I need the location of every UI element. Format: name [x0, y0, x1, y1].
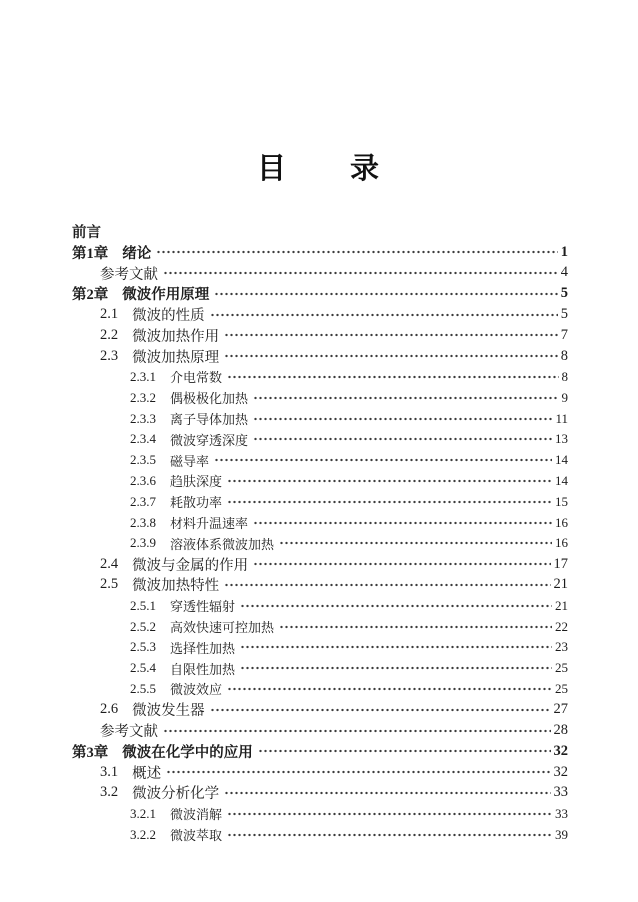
- toc-entry-page-number: 8: [560, 347, 568, 364]
- toc-entry-title: 微波作用原理: [122, 287, 210, 304]
- dot-leader: [224, 354, 558, 358]
- toc-entry-title: 微波加热作用: [132, 328, 220, 345]
- toc-entry-page-number: 5: [560, 285, 568, 302]
- toc-entry-page-number: 7: [560, 326, 568, 343]
- toc-entry-page-number: 16: [555, 514, 568, 530]
- toc-entry-page-number: 25: [555, 660, 568, 676]
- toc-entry-number: 3.2: [100, 784, 119, 801]
- dot-leader: [227, 375, 558, 379]
- toc-entry-title: 绪论: [122, 245, 152, 262]
- toc-entry-title: 参考文献: [100, 266, 158, 283]
- toc-entry-number: 2.3.8: [130, 514, 156, 530]
- dot-leader: [240, 604, 552, 608]
- toc-entry-number: 2.5: [100, 576, 119, 593]
- toc-entry: [72, 720, 568, 741]
- toc-entry-number: 2.3.2: [130, 389, 156, 405]
- dot-leader: [156, 250, 558, 254]
- toc-entry: [72, 803, 568, 824]
- dot-leader: [253, 396, 558, 400]
- toc-entry-title: 选择性加热: [170, 640, 236, 656]
- toc-entry-number: 2.4: [100, 555, 119, 572]
- toc-entry-title: 趋肤深度: [170, 474, 223, 490]
- toc-entry-page-number: 16: [555, 535, 568, 551]
- toc-entry-page-number: 15: [555, 493, 568, 509]
- toc-entry-title: 微波分析化学: [132, 786, 220, 803]
- dot-leader: [253, 437, 552, 441]
- toc-entry: [72, 491, 568, 512]
- toc-entry: [72, 429, 568, 450]
- dot-leader: [240, 666, 552, 670]
- toc-entry-number: 3.1: [100, 763, 119, 780]
- toc-entry-number: 2.3.5: [130, 452, 156, 468]
- toc-entry: [72, 554, 568, 575]
- toc-entry-number: 2.3.7: [130, 493, 156, 509]
- toc-entry-number: 2.6: [100, 701, 119, 718]
- toc-entry-number: 第3章: [72, 744, 109, 761]
- toc-entry: [72, 325, 568, 346]
- toc-entry-title: 溶液体系微波加热: [170, 536, 275, 552]
- toc-entry-title: 概述: [132, 765, 162, 782]
- toc-entry-page-number: 27: [553, 701, 568, 718]
- toc-entry: [72, 637, 568, 658]
- toc-entry-page-number: 21: [555, 597, 568, 613]
- toc-entry-title: 自限性加热: [170, 661, 236, 677]
- toc-entry: [72, 533, 568, 554]
- toc-entry-number: 第1章: [72, 245, 109, 262]
- dot-leader: [227, 833, 552, 837]
- toc-entry: [72, 242, 568, 263]
- toc-entry-page-number: 25: [555, 680, 568, 696]
- toc-entry-number: 2.3.4: [130, 431, 156, 447]
- toc-entry-number: 2.5.2: [130, 618, 156, 634]
- toc-entry: [72, 304, 568, 325]
- toc-entry-page-number: 4: [560, 264, 568, 281]
- toc-entry: [72, 783, 568, 804]
- toc-entry: [72, 512, 568, 533]
- dot-leader: [166, 770, 550, 774]
- toc-entry-page-number: 33: [555, 805, 568, 821]
- dot-leader: [227, 479, 552, 483]
- toc-entry-page-number: 32: [553, 763, 568, 780]
- toc-entry-number: 第2章: [72, 287, 109, 304]
- dot-leader: [163, 271, 558, 275]
- toc-entry-page-number: 5: [560, 306, 568, 323]
- toc-entry-number: 2.2: [100, 326, 119, 343]
- toc-entry-number: 2.1: [100, 306, 119, 323]
- toc-entry-page-number: 33: [553, 784, 568, 801]
- toc-entry: [72, 387, 568, 408]
- toc-entry-page-number: 1: [560, 243, 568, 260]
- toc-entry: [72, 575, 568, 596]
- dot-leader: [163, 729, 551, 733]
- toc-entry-number: 2.5.5: [130, 680, 156, 696]
- toc-entry-title: 微波萃取: [170, 828, 223, 843]
- toc-entry-page-number: 11: [555, 410, 568, 426]
- dot-leader: [224, 791, 550, 795]
- toc-entry-title: 磁导率: [170, 453, 210, 469]
- toc-entry-title: 参考文献: [100, 724, 158, 741]
- toc-entry-number: 2.3.1: [130, 368, 156, 384]
- toc-entry-title: 微波加热特性: [132, 578, 220, 595]
- dot-leader: [279, 541, 552, 545]
- toc-entry: [72, 679, 568, 700]
- toc-entry: [72, 408, 568, 429]
- page-title: 目 录: [256, 153, 381, 185]
- dot-leader: [258, 749, 551, 753]
- toc-entry-title: 穿透性辐射: [170, 599, 236, 615]
- toc-entry-page-number: 39: [555, 826, 568, 842]
- dot-leader: [253, 521, 552, 525]
- toc-entry-number: 3.2.2: [130, 826, 156, 842]
- toc-entry: [72, 367, 568, 388]
- toc-entry-number: 2.3: [100, 347, 119, 364]
- dot-leader: [224, 583, 550, 587]
- dot-leader: [227, 812, 552, 816]
- toc-entry-title: 介电常数: [170, 370, 223, 386]
- dot-leader: [227, 687, 552, 691]
- toc-entry-page-number: 14: [555, 452, 568, 468]
- toc-entry-number: 2.5.3: [130, 639, 156, 655]
- toc-entry-title: 偶极极化加热: [170, 391, 249, 407]
- toc-entry: [72, 658, 568, 679]
- toc-entry-page-number: 8: [561, 368, 568, 384]
- toc-entry: [72, 595, 568, 616]
- toc-entry-title: 微波的性质: [132, 308, 205, 325]
- toc-entry-title: 微波在化学中的应用: [122, 744, 253, 761]
- toc-entry: [72, 221, 568, 242]
- toc-entry-title: 微波与金属的作用: [132, 557, 249, 574]
- toc-entry: [72, 450, 568, 471]
- toc-entry: [72, 263, 568, 284]
- dot-leader: [253, 417, 552, 421]
- toc-entry-title: 微波加热原理: [132, 349, 220, 366]
- toc-entry-title: 前言: [72, 224, 101, 241]
- dot-leader: [210, 313, 558, 317]
- toc-entry-title: 微波发生器: [132, 703, 205, 720]
- toc-entry-number: 2.3.3: [130, 410, 156, 426]
- toc-entry-page-number: 22: [555, 618, 568, 634]
- dot-leader: [279, 625, 552, 629]
- toc-entry-number: 2.5.1: [130, 597, 156, 613]
- toc-entry: [72, 699, 568, 720]
- toc-entry-title: 材料升温速率: [170, 516, 249, 532]
- toc-entry: [72, 616, 568, 637]
- toc-entry-page-number: 23: [555, 639, 568, 655]
- toc-entry: [72, 346, 568, 367]
- toc-entry-page-number: 9: [561, 389, 568, 405]
- toc-entry-page-number: 32: [553, 742, 568, 759]
- dot-leader: [227, 500, 552, 504]
- toc-entry: [72, 762, 568, 783]
- toc-entry-page-number: 28: [553, 722, 568, 739]
- toc-entry-number: 3.2.1: [130, 805, 156, 821]
- toc-entry-title: 微波效应: [170, 682, 223, 698]
- dot-leader: [210, 708, 551, 712]
- toc-entry-title: 微波穿透深度: [170, 432, 249, 448]
- toc-entry-title: 微波消解: [170, 807, 223, 823]
- toc-entry-number: 2.3.6: [130, 472, 156, 488]
- toc-entry-number: 2.5.4: [130, 660, 156, 676]
- toc-entry-page-number: 17: [553, 555, 568, 572]
- toc-entry-title: 耗散功率: [170, 495, 223, 511]
- toc-entry-title: 高效快速可控加热: [170, 620, 275, 636]
- dot-leader: [253, 562, 550, 566]
- toc-entry-page-number: 21: [553, 576, 568, 593]
- toc-entry: [72, 824, 568, 845]
- toc-entry: [72, 283, 568, 304]
- toc-entry-title: 离子导体加热: [170, 412, 249, 428]
- dot-leader: [214, 458, 552, 462]
- toc-entry-page-number: 14: [555, 472, 568, 488]
- toc-entry-number: 2.3.9: [130, 535, 156, 551]
- dot-leader: [214, 292, 558, 296]
- dot-leader: [224, 333, 558, 337]
- dot-leader: [240, 645, 552, 649]
- toc-entry: [72, 471, 568, 492]
- table-of-contents: [72, 221, 568, 845]
- toc-entry-page-number: 13: [555, 431, 568, 447]
- toc-entry: [72, 741, 568, 762]
